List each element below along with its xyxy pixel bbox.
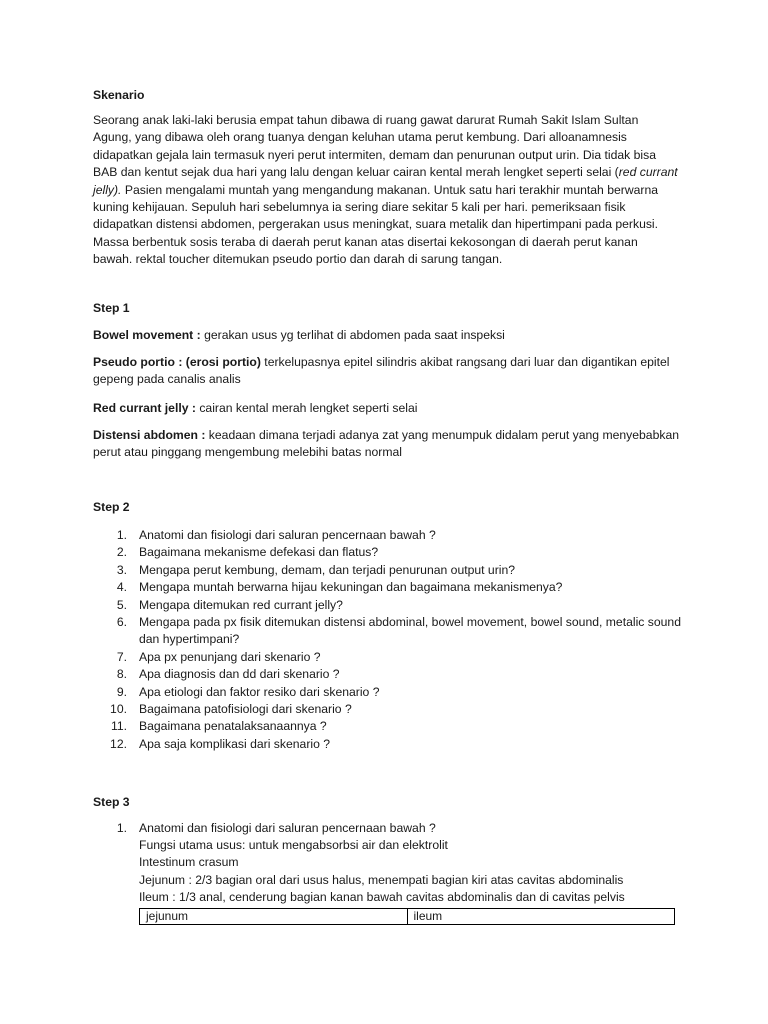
list-item: 6. Mengapa pada px fisik ditemukan distensi abdominal, bowel movement, bowel sound, metalic sound dan hypertimpani? bbox=[116, 615, 681, 647]
scenario-title: Skenario bbox=[93, 88, 145, 102]
list-item: 8. Apa diagnosis dan dd dari skenario ? bbox=[116, 667, 340, 682]
table-header-ileum: ileum bbox=[407, 909, 675, 925]
definition-red-currant-jelly bbox=[93, 400, 683, 417]
definition-distensi-abdomen bbox=[93, 427, 683, 462]
list-item: 1. Anatomi dan fisiologi dari saluran pencernaan bawah ? bbox=[116, 528, 436, 542]
list-item: 12. Apa saja komplikasi dari skenario ? bbox=[110, 736, 331, 751]
step3-title: Step 3 bbox=[93, 795, 130, 809]
list-item: 11. Bagaimana penatalaksanaannya ? bbox=[110, 719, 327, 734]
step1-title: Step 1 bbox=[93, 301, 130, 315]
list-item: 3. Mengapa perut kembung, demam, dan terjadi penurunan output urin? bbox=[116, 562, 516, 577]
note-line: Jejunum : 2/3 bagian oral dari usus halus, menempati bagian kiri atas cavitas abdominalis bbox=[139, 872, 624, 887]
list-item: 4. Mengapa muntah berwarna hijau kekuningan dan bagaimana mekanismenya? bbox=[116, 580, 563, 595]
note-line: Intestinum crasum bbox=[139, 855, 239, 870]
jejunum-ileum-table bbox=[139, 908, 675, 925]
list-item: 1. Anatomi dan fisiologi dari saluran pencernaan bawah ? bbox=[116, 821, 436, 835]
scenario-text-italic: red currant jelly). bbox=[93, 165, 678, 197]
scenario-text-2: Pasien mengalami muntah yang mengandung makanan. Untuk satu hari terakhir muntah berwarna kuning kehijauan. Sepuluh hari sebelumnya ia sering diare sekitar 5 kali per hari. pemeriksaan fisik didapatkan distensi abdomen, pergerakan usus meningkat, suara metalik dan hipertimpani pada perkusi. Massa berbentuk sosis teraba di daerah perut kanan atas disertai kekosongan di daerah perut kanan bawah. rektal toucher ditemukan pseudo portio dan darah di sarung tangan. bbox=[93, 182, 659, 267]
scenario-text-1: Seorang anak laki-laki berusia empat tahun dibawa di ruang gawat darurat Rumah Sakit Islam Sultan Agung, yang dibawa oleh orang tuanya dengan keluhan utama perut kembung. Dari alloanamnesis didapatkan gejala lain termasuk nyeri perut intermiten, demam dan penurunan output urin. Dia tidak bisa BAB dan kentut sejak dua hari yang lalu dengan keluar cairan kental merah lengket seperti selai ( bbox=[93, 113, 656, 180]
table-row bbox=[140, 909, 675, 925]
definition-desc: keadaan dimana terjadi adanya zat yang menumpuk didalam perut yang menyebabkan perut atau pinggang mengembung melebihi batas normal bbox=[93, 428, 680, 460]
note-line: Fungsi utama usus: untuk mengabsorbsi air dan elektrolit bbox=[139, 838, 448, 852]
list-item: 10. Bagaimana patofisiologi dari skenario ? bbox=[110, 702, 352, 717]
definition-term: Red currant jelly : bbox=[93, 401, 196, 415]
definition-term: Distensi abdomen : bbox=[93, 428, 206, 442]
definition-desc: terkelupasnya epitel silindris akibat rangsang dari luar dan digantikan epitel gepeng pada canalis analis bbox=[93, 355, 670, 387]
list-item: 9. Apa etiologi dan faktor resiko dari skenario ? bbox=[116, 684, 380, 699]
note-line: Ileum : 1/3 anal, cenderung bagian kanan bawah cavitas abdominalis dan di cavitas pelvis bbox=[139, 890, 625, 905]
step2-title: Step 2 bbox=[93, 500, 130, 514]
table-header-jejunum: jejunum bbox=[140, 909, 408, 925]
scenario-paragraph bbox=[93, 112, 678, 269]
list-item: 2. Bagaimana mekanisme defekasi dan flatus? bbox=[116, 545, 379, 560]
definition-pseudo-portio bbox=[93, 354, 683, 389]
definition-term: Bowel movement : bbox=[93, 328, 201, 342]
step3-list bbox=[93, 820, 683, 837]
definition-desc: cairan kental merah lengket seperti selai bbox=[195, 401, 418, 415]
list-item: 7. Apa px penunjang dari skenario ? bbox=[116, 649, 321, 664]
definition-bowel-movement bbox=[93, 327, 683, 344]
definition-term: Pseudo portio : (erosi portio) bbox=[93, 355, 261, 369]
definition-desc: gerakan usus yg terlihat di abdomen pada saat inspeksi bbox=[200, 328, 505, 342]
step3-notes bbox=[139, 837, 625, 907]
step2-question-list bbox=[93, 527, 683, 753]
list-item: 5. Mengapa ditemukan red currant jelly? bbox=[116, 597, 343, 612]
